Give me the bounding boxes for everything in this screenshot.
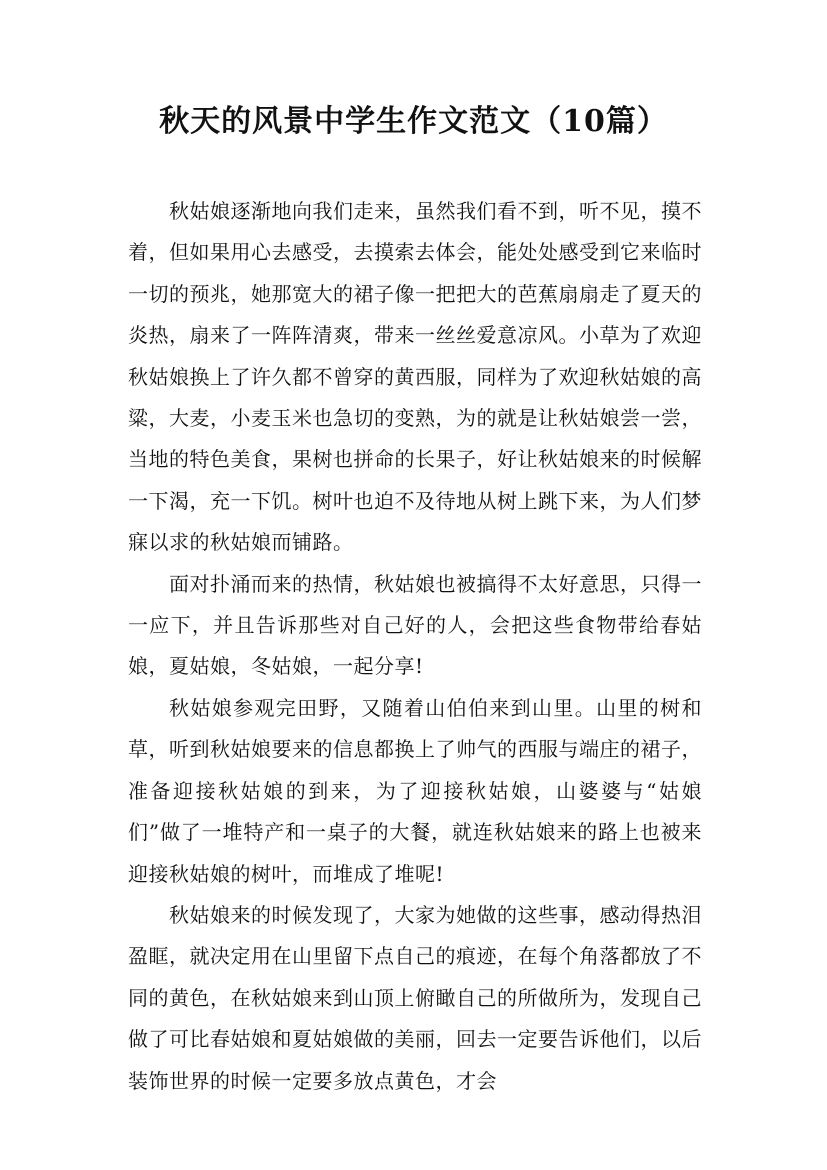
paragraph-4: 秋姑娘来的时候发现了，大家为她做的这些事，感动得热泪盈眶，就决定用在山里留下点自己的痕迹，在每个角落都放了不同的黄色，在秋姑娘来到山顶上俯瞰自己的所做所为，发现自己做了可比春姑娘和夏姑娘做的美丽，回去一定要告诉他们，以后装饰世界的时候一定要多放点黄色，才会 xyxy=(128,902,702,1093)
document-title: 秋天的风景中学生作文范文（10篇） xyxy=(159,104,668,139)
paragraph-3: 秋姑娘参观完田野，又随着山伯伯来到山里。山里的树和草，听到秋姑娘要来的信息都换上了帅气的西服与端庄的裙子，准备迎接秋姑娘的到来，为了迎接秋姑娘，山婆婆与“姑娘们”做了一堆特产和一桌子的大餐，就连秋姑娘来的路上也被来迎接秋姑娘的树叶，而堆成了堆呢! xyxy=(128,695,702,886)
paragraph-2: 面对扑涌而来的热情，秋姑娘也被搞得不太好意思，只得一一应下，并且告诉那些对自己好的人，会把这些食物带给春姑娘，夏姑娘，冬姑娘，一起分享! xyxy=(128,571,702,679)
paragraph-1: 秋姑娘逐渐地向我们走来，虽然我们看不到，听不见，摸不着，但如果用心去感受，去摸索去体会，能处处感受到它来临时一切的预兆，她那宽大的裙子像一把把大的芭蕉扇扇走了夏天的炎热，扇来了一阵阵清爽，带来一丝丝爱意凉风。小草为了欢迎秋姑娘换上了许久都不曾穿的黄西服，同样为了欢迎秋姑娘的高粱，大麦，小麦玉米也急切的变熟，为的就是让秋姑娘尝一尝，当地的特色美食，果树也拼命的长果子，好让秋姑娘来的时候解一下渴，充一下饥。树叶也迫不及待地从树上跳下来，为人们梦寐以求的秋姑娘而铺路。 xyxy=(128,199,702,555)
document-body xyxy=(128,191,702,1102)
